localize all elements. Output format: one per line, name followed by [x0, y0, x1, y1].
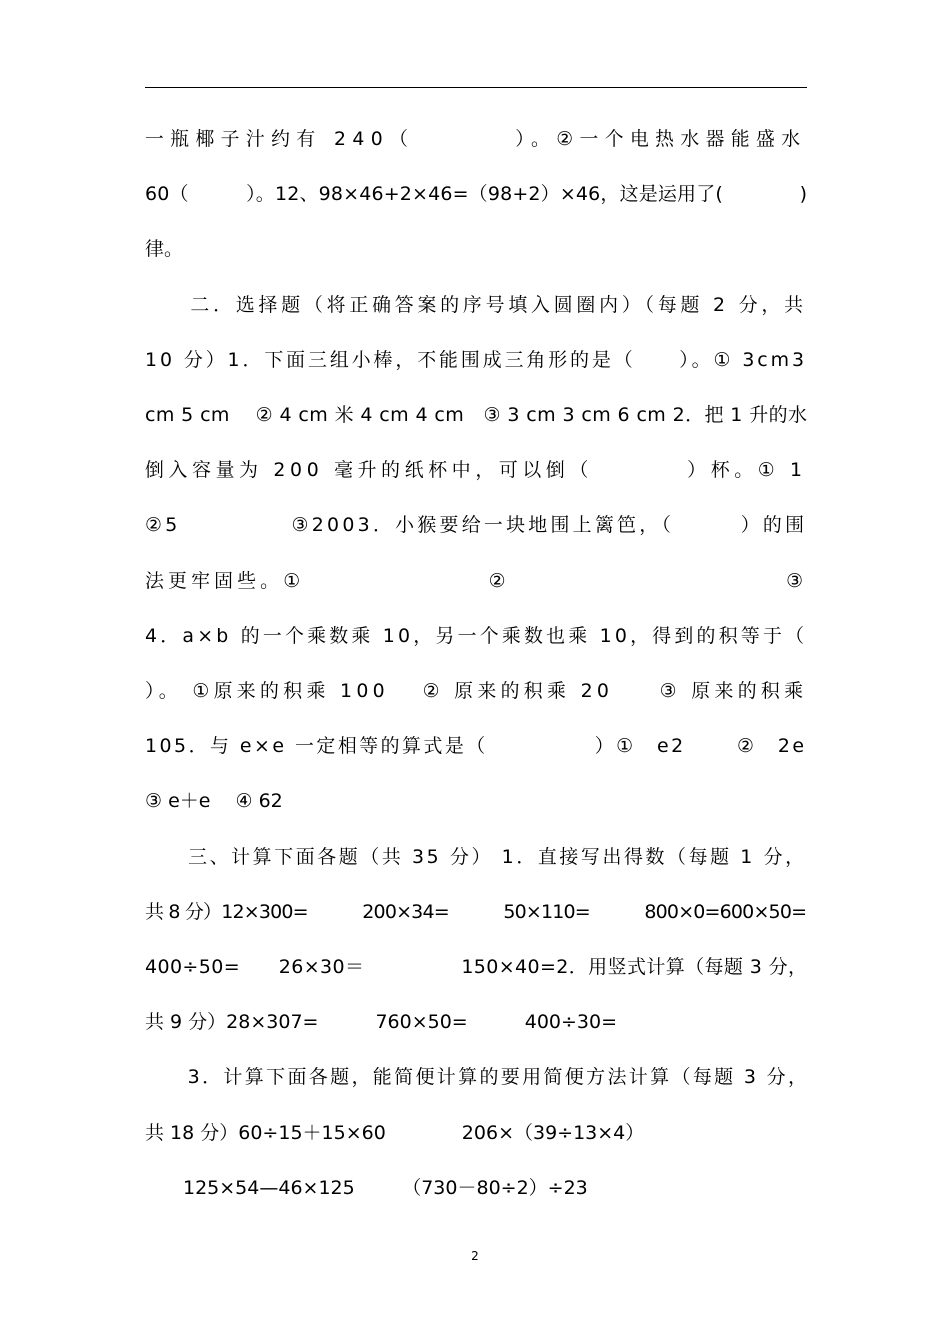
text-line: 125×54—46×125 （730－80÷2）÷23	[145, 1176, 588, 1199]
text-line: 三、计算下面各题（共 35 分） 1．直接写出得数（每题 1 分，	[145, 845, 807, 868]
text-line: 二．选择题（将正确答案的序号填入圆圈内）（每题 2 分，共	[145, 293, 807, 316]
text-line: 倒入容量为 200 毫升的纸杯中，可以倒（ ）杯。① 1	[145, 459, 807, 482]
header-rule	[145, 87, 807, 88]
text-line: cm 5 cm ② 4 cm 米 4 cm 4 cm ③ 3 cm 3 cm 6 cm 2．把 1 升的水	[145, 404, 808, 426]
text-line: 律。	[145, 238, 184, 261]
text-line: 3．计算下面各题，能简便计算的要用简便方法计算（每题 3 分，	[145, 1066, 810, 1089]
text-line: 共 8 分）12×300= 200×34= 50×110= 800×0=600×50=	[145, 900, 807, 923]
text-line: 400÷50= 26×30＝ 150×40=2．用竖式计算（每题 3 分，	[145, 956, 808, 978]
text-line: ）。 ①原来的积乘 100 ② 原来的积乘 20 ③ 原来的积乘	[145, 680, 808, 702]
text-line: ③ e＋e ④ 62	[145, 790, 283, 813]
text-line: 10 分）1．下面三组小棒，不能围成三角形的是（ ）。① 3cm3	[145, 348, 807, 371]
text-line: 共 18 分）60÷15＋15×60 206×（39÷13×4）	[145, 1121, 645, 1144]
text-line: ②5 ③2003．小猴要给一块地围上篱笆，（ ）的围	[145, 514, 808, 537]
text-line: 共 9 分）28×307= 760×50= 400÷30=	[145, 1011, 618, 1034]
page-number: 2	[471, 1249, 479, 1263]
text-line: 105．与 e×e 一定相等的算式是（ ）① e2 ② 2e	[145, 735, 807, 758]
text-line: 60（ ）。12、98×46+2×46=（98+2）×46，这是运用了( )	[145, 183, 808, 206]
text-line: 法更牢固些。① ② ③	[145, 569, 808, 592]
text-line: 一瓶椰子汁约有 240（ ）。②一个电热水器能盛水	[145, 128, 807, 150]
text-line: 4．a×b 的一个乘数乘 10，另一个乘数也乘 10，得到的积等于（	[145, 624, 808, 647]
